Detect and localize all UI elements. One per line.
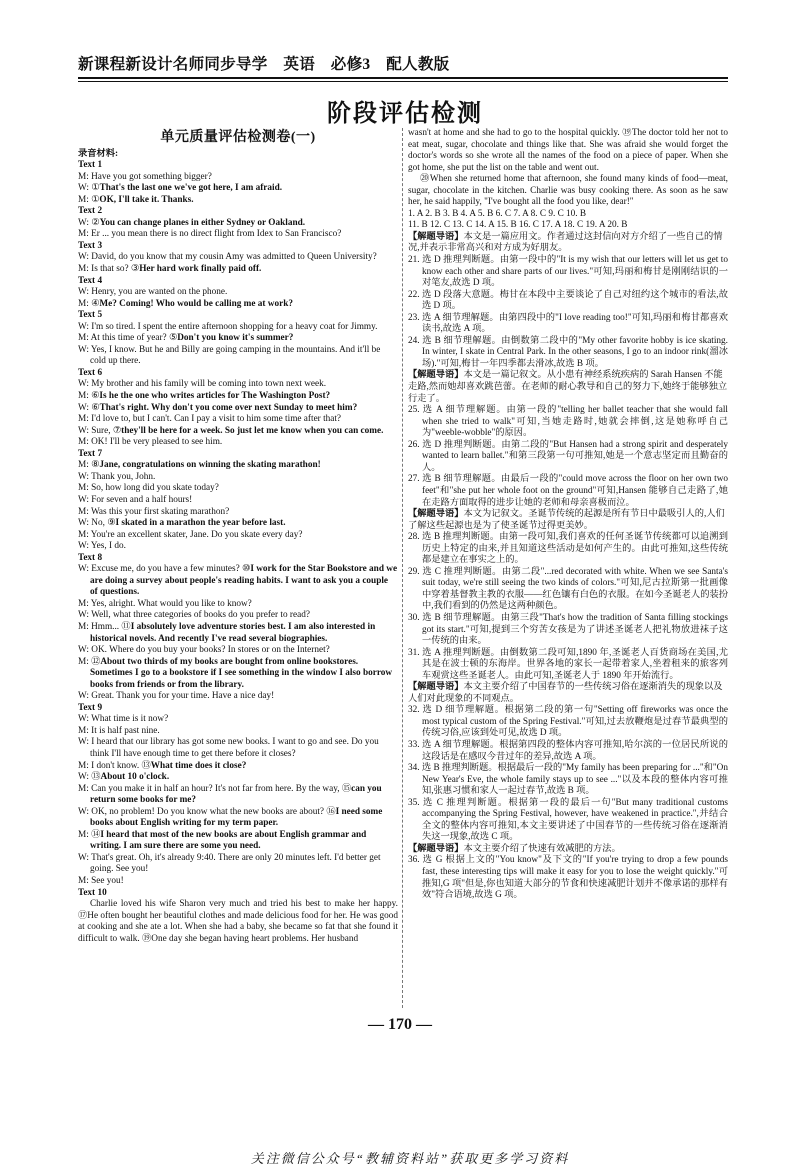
exam-title: 单元质量评估检测卷(一) bbox=[160, 130, 316, 145]
text-label: Text 2 bbox=[78, 206, 103, 217]
explanations bbox=[408, 232, 728, 902]
text-label: Text 9 bbox=[78, 702, 103, 713]
dialogue-line: M: Have you got something bigger? bbox=[78, 171, 212, 182]
answer-explanation: 27. 选 B 细节理解题。由最后一段的"could move across the floor on her own two feet"和"she put her whole foot on the ground"可知,Hansen 能够自己走路了,她在走路方面取得的进步让她的老师和母亲喜极而泣。 bbox=[408, 474, 728, 508]
left-column bbox=[78, 128, 398, 1013]
text-label: Text 10 bbox=[78, 887, 107, 898]
page-number: — 170 — bbox=[368, 1016, 432, 1033]
dialogue-line: W: Excuse me, do you have a few minutes? ⑩I work for the Star Bookstore and we are doing a survey about people's reading habits. I want to ask you a couple of questions. bbox=[78, 564, 398, 598]
dialogue-line: W: OK. Where do you buy your books? In stores or on the Internet? bbox=[78, 645, 330, 656]
dialogue-line: M: See you! bbox=[78, 876, 124, 886]
answer-explanation: 36. 选 G 根据上文的"You know"及下文的"If you're trying to drop a few pounds fast, these interesting tips will make it easy for you to lose the weight quickly."可推知,G 项"但是,你也知道大部分的节食和快速减肥计划并不像承诺的那样有效"符合语境,故选 G 项。 bbox=[408, 855, 728, 901]
transcript-continued: wasn't at home and she had to go to the hospital quickly. ⑲The doctor told her not to eat meat, sugar, chocolate and things like that. She was afraid she would forget the doctor's words so she wrote all the names of the food on a piece of paper. When she got home, she put the list on the table and went out. bbox=[408, 128, 728, 173]
dialogue-line: M: Can you make it in half an hour? It's not far from here. By the way, ⑮can you return some books for me? bbox=[78, 783, 382, 806]
header-rule bbox=[78, 77, 728, 79]
answer-explanation: 22. 选 D 段落大意题。梅甘在本段中主要谈论了自己对纽约这个城市的看法,故选 D 项。 bbox=[408, 289, 728, 312]
dialogue-line: M: OK! I'll be very pleased to see him. bbox=[78, 437, 223, 448]
answer-explanation: 23. 选 A 细节理解题。由第四段中的"I love reading too!"可知,玛丽和梅甘都喜欢读书,故选 A 项。 bbox=[408, 312, 728, 335]
dialogue-line: M: You're an excellent skater, Jane. Do you skate every day? bbox=[78, 529, 303, 540]
passage-intro: 【解题导语】本文是一篇记叙文。从小患有神经系统疾病的 Sarah Hansen 不能走路,然而她却喜欢跳芭蕾。在老师的耐心教导和自己的努力下,她终于能够独立行走了。 bbox=[408, 370, 728, 404]
text-label: Text 7 bbox=[78, 448, 103, 459]
answer-key-row: 1. A 2. B 3. B 4. A 5. B 6. C 7. A 8. C 9. C 10. B bbox=[408, 208, 587, 219]
answer-explanation: 25. 选 A 细节理解题。由第一段的"telling her ballet teacher that she would fall when she tried to walk"可知,当她走路时,她就会摔倒,这是她称呼自己为"weeble-wobble"的原因。 bbox=[408, 405, 728, 439]
dialogue-line: M: ⑥Is he the one who writes articles for The Washington Post? bbox=[78, 391, 331, 402]
page-header: 新课程新设计名师同步导学 英语 必修3 配人教版 bbox=[78, 56, 450, 73]
transcript-paragraph: ⑳When she returned home that afternoon, she found many kinds of food—meat, sugar, chocolate in the kitchen. Charlie was busy cooking there. As soon as he saw her, he said happily, "I've bought all the food you like, dear!" bbox=[408, 174, 728, 208]
dialogue-line: W: ①That's the last one we've got here, I am afraid. bbox=[78, 183, 283, 194]
text-label: Text 8 bbox=[78, 552, 103, 563]
answer-explanation: 33. 选 A 细节理解题。根据第四段的整体内容可推知,哈尔滨的一位居民所说的这段话是在感叹今昔过年的差异,故选 A 项。 bbox=[408, 739, 728, 762]
header-rule-thin bbox=[78, 81, 728, 82]
dialogue-line: W: ⑥That's right. Why don't you come over next Sunday to meet him? bbox=[78, 402, 358, 413]
answer-explanation: 26. 选 D 推理判断题。由第二段的"But Hansen had a strong spirit and desperately wanted to learn ballet."和第三段第一句可推知,她是一个意志坚定而且勤奋的人。 bbox=[408, 439, 728, 473]
dialogue-line: M: ①OK, I'll take it. Thanks. bbox=[78, 194, 194, 205]
dialogue-line: W: I heard that our library has got some new books. I want to go and see. Do you think I'll have enough time to get there before it closes? bbox=[78, 737, 379, 759]
dialogue-line: M: ⑭I heard that most of the new books are about English grammar and writing. I am sure there are some you need. bbox=[78, 829, 367, 852]
answer-explanation: 30. 选 B 细节理解题。由第三段"That's how the tradition of Santa filling stockings got its start."可知,提到三个穷苦女孩是为了讲述圣诞老人把礼物放进袜子这一传统的由来。 bbox=[408, 612, 728, 647]
dialogue-line: M: Er ... you mean there is no direct flight from Idex to San Francisco? bbox=[78, 229, 342, 240]
text-label: Text 6 bbox=[78, 367, 103, 378]
transcript bbox=[78, 160, 398, 945]
passage-intro: 【解题导语】本文为记叙文。圣诞节传统的起源是所有节日中最吸引人的,人们了解这些起源也是为了使圣诞节过得更美妙。 bbox=[408, 509, 725, 531]
dialogue-line: W: I'm so tired. I spent the entire afternoon shopping for a heavy coat for Jimmy. bbox=[78, 321, 378, 332]
answer-explanation: 35. 选 C 推理判断题。根据第一段的最后一句"But many traditional customs accompanying the Spring Festival, however, have weakened in practice.",并结合全文的整体内容可推知,本文主要讲述了中国春节的一些传统习俗在逐渐消失这一现象,故选 C 项。 bbox=[408, 797, 728, 843]
story-paragraph: Charlie loved his wife Sharon very much and tried his best to make her happy. ⑰He often bought her beautiful clothes and made delicious food for her. He was good at cooking and she ate a lot. When she had a baby, she became so fat that she found it difficult to walk. ⑲One day she began having heart problems. Her husband bbox=[78, 899, 398, 944]
dialogue-line: M: Is that so? ③Her hard work finally paid off. bbox=[78, 264, 262, 275]
dialogue-line: M: At this time of year? ⑤Don't you know it's summer? bbox=[78, 333, 294, 344]
dialogue-line: M: Was this your first skating marathon? bbox=[78, 506, 230, 517]
dialogue-line: W: That's great. Oh, it's already 9:40. There are only 20 minutes left. I'd better get going. See you! bbox=[78, 852, 381, 875]
answer-key-row: 11. B 12. C 13. C 14. A 15. B 16. C 17. A 18. C 19. A 20. B bbox=[408, 220, 628, 231]
dialogue-line: W: For seven and a half hours! bbox=[78, 494, 193, 505]
text-label: Text 3 bbox=[78, 240, 103, 251]
answer-explanation: 24. 选 B 细节理解题。由倒数第二段中的"My other favorite hobby is ice skating. In winter, I skate in Central Park. In the other seasons, I go to an indoor rink(溜冰场)."可知,梅甘一年四季都去滑冰,故选 B 项。 bbox=[408, 335, 728, 369]
dialogue-line: M: It is half past nine. bbox=[78, 725, 160, 736]
dialogue-line: W: Great. Thank you for your time. Have a nice day! bbox=[78, 691, 275, 702]
dialogue-line: M: So, how long did you skate today? bbox=[78, 483, 219, 494]
dialogue-line: W: My brother and his family will be coming into town next week. bbox=[78, 379, 327, 390]
dialogue-line: W: OK, no problem! Do you know what the new books are about? ⑯I need some books about English writing for my term paper. bbox=[78, 806, 383, 829]
dialogue-line: M: ⑫About two thirds of my books are bought from online bookstores. Sometimes I go to a bookstore if I see something in the window I also borrow books from friends or from the library. bbox=[78, 656, 393, 690]
page-title: 阶段评估检测 bbox=[327, 101, 483, 127]
dialogue-line: W: Sure, ⑦they'll be here for a week. So just let me know when you can come. bbox=[78, 425, 384, 436]
answer-explanation: 29. 选 C 推理判断题。由第二段"...red decorated with white. When we see Santa's suit today, we're still seeing the two kinds of colors."可知,尼古拉斯第一批画像中穿着基督教主教的衣服——红色镶有白色的衣服。在如今圣诞老人的装扮中,我们看到的仍然是这两种颜色。 bbox=[408, 566, 728, 612]
text-label: Text 1 bbox=[78, 160, 103, 171]
dialogue-line: W: Well, what three categories of books do you prefer to read? bbox=[78, 610, 310, 621]
answer-explanation: 28. 选 B 推理判断题。由第一段可知,我们喜欢的任何圣诞节传统都可以追溯到历史上特定的由来,并且知道这些活动是如何产生的。由此可推知,这些传统都是建立在事实之上的。 bbox=[408, 532, 728, 566]
dialogue-line: M: I'd love to, but I can't. Can I pay a visit to him some time after that? bbox=[78, 414, 342, 425]
dialogue-line: W: ②You can change planes in either Sydney or Oakland. bbox=[78, 217, 306, 228]
dialogue-line: M: Yes, alright. What would you like to know? bbox=[78, 598, 252, 609]
dialogue-line: W: What time is it now? bbox=[78, 714, 169, 725]
answer-explanation: 34. 选 B 推理判断题。根据最后一段的"My family has been preparing for ..."和"On New Year's Eve, the whole family stays up to see ..."以及本段的整体内容可推知,张惠习惯和家人一起过春节,故选 B 项。 bbox=[408, 763, 728, 797]
dialogue-line: W: Yes, I know. But he and Billy are going camping in the mountains. And it'll be cold up there. bbox=[78, 344, 381, 367]
section-label: 录音材料: bbox=[78, 148, 119, 159]
answer-explanation: 21. 选 D 推理判断题。由第一段中的"It is my wish that our letters will let us get to know each other and share parts of our lives."可知,玛丽和梅甘是刚刚结识的一对笔友,故选 D 项。 bbox=[408, 255, 728, 289]
dialogue-line: M: ⑧Jane, congratulations on winning the skating marathon! bbox=[78, 460, 321, 471]
passage-intro: 【解题导语】本文主要介绍了中国春节的一些传统习俗在逐渐消失的现象以及人们对此现象的不同观点。 bbox=[408, 682, 723, 704]
dialogue-line: W: Henry, you are wanted on the phone. bbox=[78, 287, 228, 298]
dialogue-line: W: Thank you, John. bbox=[78, 471, 156, 482]
right-column bbox=[408, 128, 728, 1013]
text-label: Text 4 bbox=[78, 275, 103, 286]
dialogue-line: M: Hmm... ⑪I absolutely love adventure stories best. I am also interested in historical novels. And recently I've read several biographies. bbox=[78, 621, 376, 644]
dialogue-line: M: I don't know. ⑬What time does it close? bbox=[78, 760, 247, 771]
footer-note: 关注微信公众号“教辅资料站”获取更多学习资料 bbox=[250, 1151, 570, 1166]
dialogue-line: W: Yes, I do. bbox=[78, 541, 126, 552]
dialogue-line: M: ④Me? Coming! Who would be calling me at work? bbox=[78, 298, 293, 309]
text-label: Text 5 bbox=[78, 310, 103, 321]
column-divider bbox=[402, 128, 403, 1008]
dialogue-line: W: No, ⑨I skated in a marathon the year before last. bbox=[78, 518, 286, 529]
dialogue-line: W: ⑬About 10 o'clock. bbox=[78, 772, 170, 783]
passage-intro: 【解题导语】本文是一篇应用文。作者通过这封信向对方介绍了一些自己的情况,并表示非常高兴和对方成为好朋友。 bbox=[408, 231, 723, 254]
answer-explanation: 32. 选 D 细节理解题。根据第二段的第一句"Setting off fireworks was once the most typical custom of the Spring Festival."可知,过去放鞭炮是过春节最典型的传统习俗,应该到处可见,故选 D 项。 bbox=[408, 705, 728, 739]
passage-intro: 【解题导语】本文主要介绍了快速有效减肥的方法。 bbox=[408, 843, 621, 854]
dialogue-line: W: David, do you know that my cousin Amy was admitted to Queen University? bbox=[78, 252, 377, 263]
answer-explanation: 31. 选 A 推理判断题。由倒数第二段可知,1890 年,圣诞老人百货商场在美国,尤其是在波士顿的东海岸。世界各地的家长一起带着家人,坐着租来的旅客列车观赏这些圣诞老人。由此可知,圣诞老人于 1890 年开始流行。 bbox=[408, 647, 728, 681]
